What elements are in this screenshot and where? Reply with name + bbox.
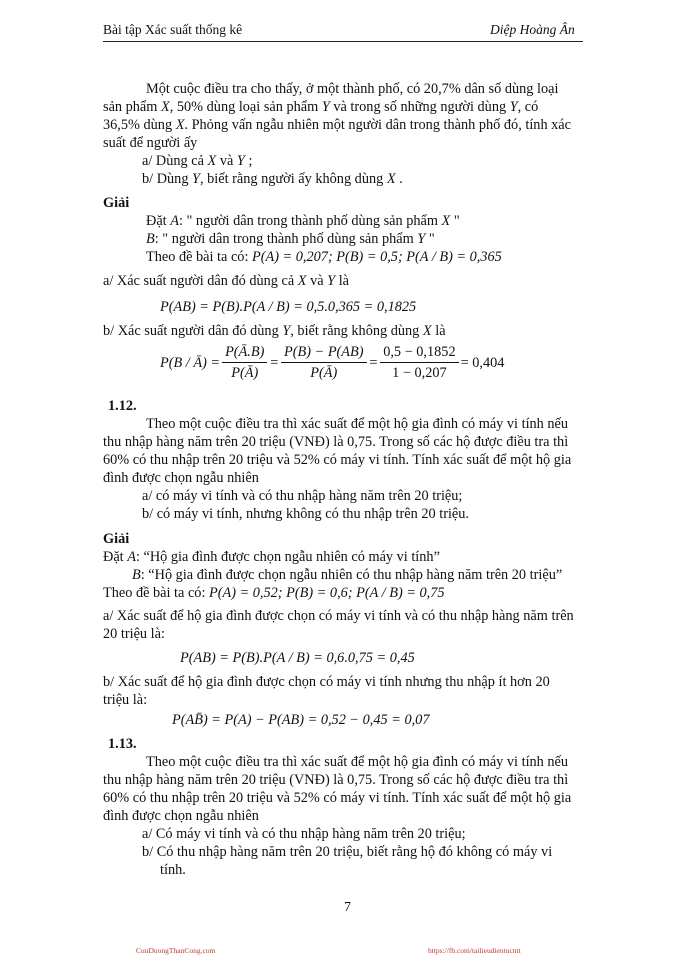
footer-left-link[interactable]: CuuDuongThanCong.com — [136, 946, 216, 955]
sol2-question-b-line2: triệu là: — [103, 692, 148, 708]
sol2-def-b: B: “Hộ gia đình được chọn ngẫu nhiên có thu nhập hàng năm trên 20 triệu” — [132, 567, 563, 583]
q12-line4: đình được chọn ngẫu nhiên — [103, 470, 259, 486]
q12-number: 1.12. — [108, 398, 137, 414]
sol2-question-b-line1: b/ Xác suất để hộ gia đình được chọn có máy vi tính nhưng thu nhập ít hơn 20 — [103, 674, 550, 690]
q12-line2: thu nhập hàng năm trên 20 triệu (VNĐ) là 0,75. Trong số các hộ được điều tra thì — [103, 434, 569, 450]
sol1-equation-a: P(AB) = P(B).P(A / B) = 0,5.0,365 = 0,1825 — [160, 299, 417, 315]
sol1-def-b: B: " người dân trong thành phố dùng sản phẩm Y " — [146, 231, 435, 247]
fraction-1: $\frac{P(Ā.B)}{P(Ā)}$ — [222, 343, 267, 382]
sol1-question-a: a/ Xác suất người dân đó dùng cả X và Y là — [103, 273, 350, 289]
sol2-given: Theo đề bài ta có: P(A) = 0,52; P(B) = 0,6; P(A / B) = 0,75 — [103, 585, 445, 601]
sol1-equation-b: P(B / Ā) = $\frac{P(Ā.B)}{P(Ā)}$ = $\frac{P(B) - P(AB)}{P(Ā)}$ = $\frac{0,5 - 0,1852}{1 - 0,207}$ = 0,404 — [160, 344, 505, 381]
p1-line2: sản phẩm X, 50% dùng loại sản phẩm Y và trong số những người dùng Y, có — [103, 99, 539, 115]
q12-item-b: b/ có máy vi tính, nhưng không có thu nhập trên 20 triệu. — [142, 506, 469, 522]
sol1-question-b: b/ Xác suất người dân đó dùng Y, biết rằng không dùng X là — [103, 323, 446, 339]
q13-line1: Theo một cuộc điều tra thì xác suất để một hộ gia đình có máy vi tính nếu — [146, 754, 569, 770]
q13-number: 1.13. — [108, 736, 137, 752]
sol2-label: Giải — [103, 531, 130, 547]
header-rule — [103, 41, 583, 42]
header-right: Diệp Hoàng Ân — [490, 22, 575, 37]
fraction-3: $\frac{0,5 - 0,1852}{1 - 0,207}$ — [380, 343, 458, 382]
q13-item-b-line2: tính. — [160, 862, 186, 878]
q12-item-a: a/ có máy vi tính và có thu nhập hàng năm trên 20 triệu; — [142, 488, 463, 504]
q13-line4: đình được chọn ngẫu nhiên — [103, 808, 259, 824]
p1-line1: Một cuộc điều tra cho thấy, ở một thành phố, có 20,7% dân số dùng loại — [146, 81, 559, 97]
p1-line4: suất để người ấy — [103, 135, 198, 151]
sol1-label: Giải — [103, 195, 130, 211]
p1-item-a: a/ Dùng cả X và Y ; — [142, 153, 253, 169]
sol1-given: Theo đề bài ta có: P(A) = 0,207; P(B) = 0,5; P(A / B) = 0,365 — [146, 249, 502, 265]
sol2-question-a-line2: 20 triệu là: — [103, 626, 165, 642]
p1-item-b: b/ Dùng Y, biết rằng người ấy không dùng X . — [142, 171, 403, 187]
header-left: Bài tập Xác suất thống kê — [103, 22, 243, 37]
sol1-def-a: Đặt A: " người dân trong thành phố dùng sản phẩm X " — [146, 213, 460, 229]
q13-line3: 60% có thu nhập trên 20 triệu và 52% có máy vi tính. Tính xác suất để một hộ gia — [103, 790, 572, 806]
sol2-equation-b: P(AB̄) = P(A) − P(AB) = 0,52 − 0,45 = 0,07 — [172, 712, 430, 728]
sol2-question-a-line1: a/ Xác suất để hộ gia đình được chọn có máy vi tính và có thu nhập hàng năm trên — [103, 608, 574, 624]
fraction-2: $\frac{P(B) - P(AB)}{P(Ā)}$ — [281, 343, 367, 382]
p1-line3: 36,5% dùng X. Phỏng vấn ngẫu nhiên một người dân trong thành phố đó, tính xác — [103, 117, 572, 133]
sol2-equation-a: P(AB) = P(B).P(A / B) = 0,6.0,75 = 0,45 — [180, 650, 415, 666]
q13-line2: thu nhập hàng năm trên 20 triệu (VNĐ) là 0,75. Trong số các hộ được điều tra thì — [103, 772, 569, 788]
q13-item-a: a/ Có máy vi tính và có thu nhập hàng năm trên 20 triệu; — [142, 826, 466, 842]
footer-right-link[interactable]: https://fb.com/tailieudientucntt — [428, 946, 521, 955]
q13-item-b-line1: b/ Có thu nhập hàng năm trên 20 triệu, biết rằng hộ đó không có máy vi — [142, 844, 553, 860]
sol2-def-a: Đặt A: “Hộ gia đình được chọn ngẫu nhiên có máy vi tính” — [103, 549, 440, 565]
q12-line1: Theo một cuộc điều tra thì xác suất để một hộ gia đình có máy vi tính nếu — [146, 416, 569, 432]
page-number: 7 — [344, 900, 351, 915]
q12-line3: 60% có thu nhập trên 20 triệu và 52% có máy vi tính. Tính xác suất để một hộ gia — [103, 452, 572, 468]
